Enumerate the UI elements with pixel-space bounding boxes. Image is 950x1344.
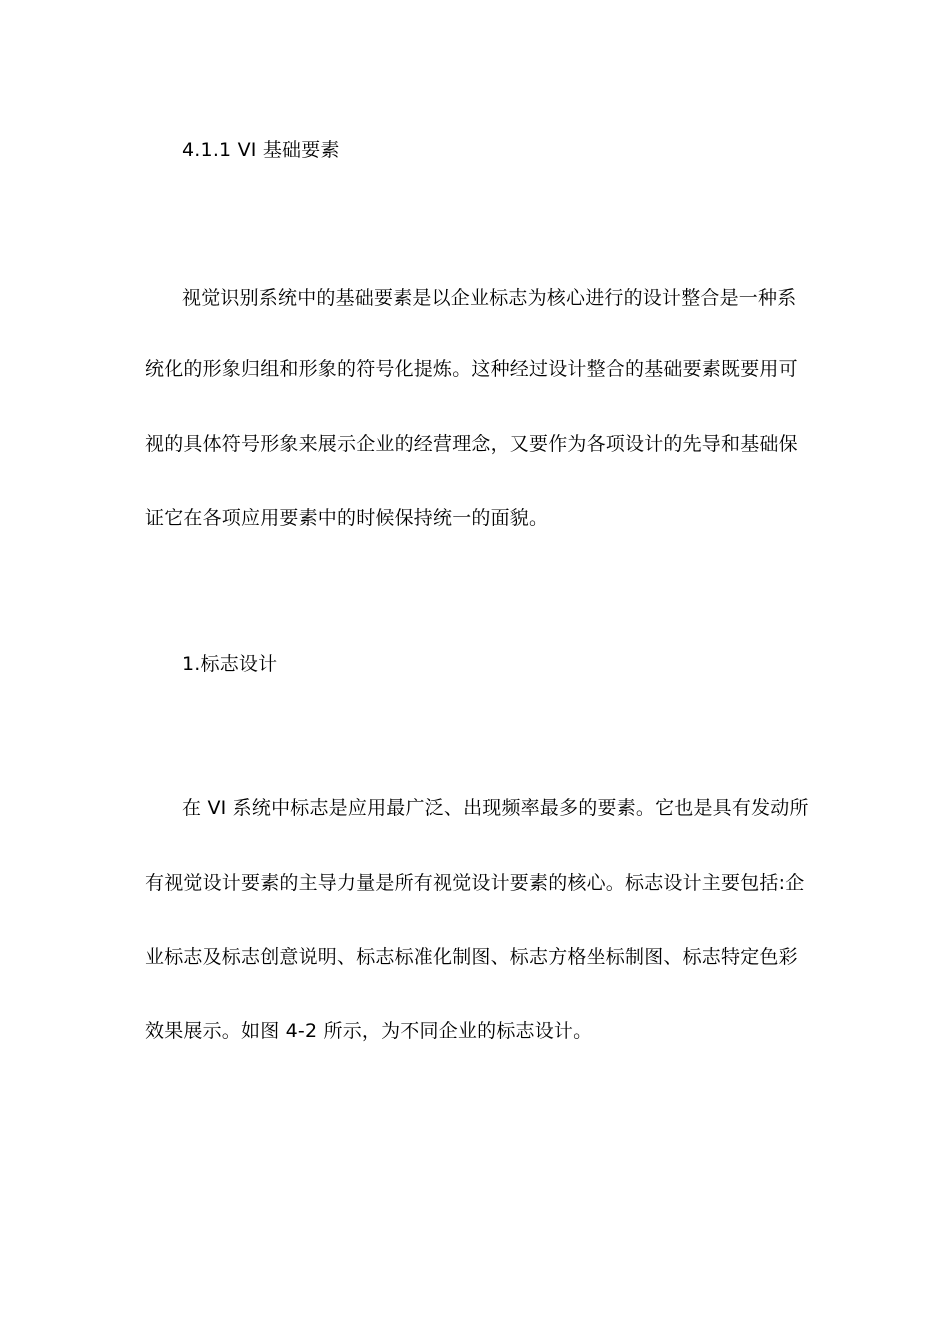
paragraph-1-line-2: 统化的形象归组和形象的符号化提炼。这种经过设计整合的基础要素既要用可 — [145, 358, 798, 380]
section-heading: 4.1.1 VI 基础要素 — [182, 139, 340, 161]
paragraph-2-line-4: 效果展示。如图 4-2 所示，为不同企业的标志设计。 — [145, 1020, 593, 1042]
paragraph-1-line-4: 证它在各项应用要素中的时候保持统一的面貌。 — [145, 507, 549, 529]
paragraph-1-line-1: 视觉识别系统中的基础要素是以企业标志为核心进行的设计整合是一种系 — [182, 287, 797, 309]
paragraph-1-line-3: 视的具体符号形象来展示企业的经营理念，又要作为各项设计的先导和基础保 — [145, 433, 798, 455]
paragraph-2-line-2: 有视觉设计要素的主导力量是所有视觉设计要素的核心。标志设计主要包括:企 — [145, 872, 805, 894]
subheading-logo-design: 1.标志设计 — [182, 653, 278, 675]
paragraph-2-line-1: 在 VI 系统中标志是应用最广泛、出现频率最多的要素。它也是具有发动所 — [182, 797, 809, 819]
paragraph-2-line-3: 业标志及标志创意说明、标志标准化制图、标志方格坐标制图、标志特定色彩 — [145, 946, 798, 968]
